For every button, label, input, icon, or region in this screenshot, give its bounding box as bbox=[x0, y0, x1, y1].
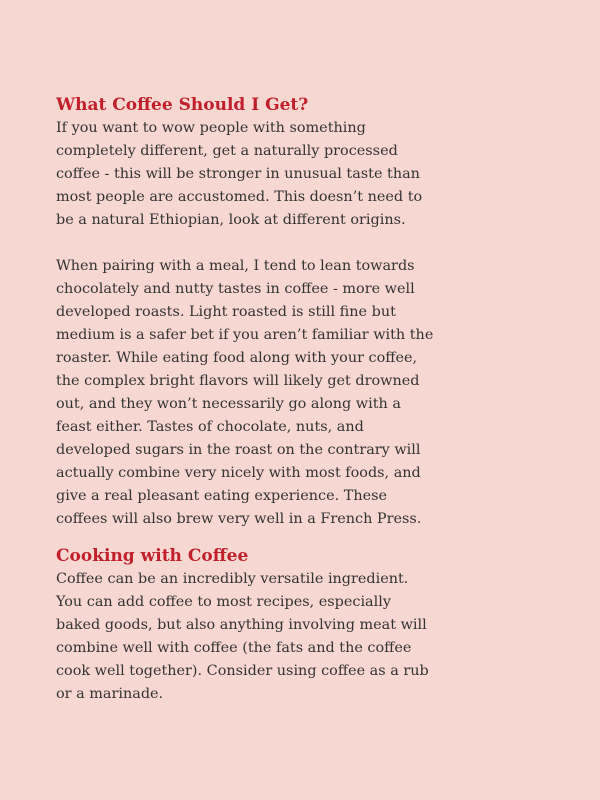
paragraph-spacer bbox=[56, 232, 436, 255]
paragraph: If you want to wow people with something completely different, get a naturally processed coffee - this will be stronger in unusual taste than most people are accustomed. This doesn’t need to be a natural Ethiopian, look at different origins. bbox=[56, 120, 423, 228]
section-what-coffee bbox=[56, 93, 436, 531]
paragraph: Coffee can be an incredibly versatile ingredient. You can add coffee to most recipes, especially baked goods, but also anything involving meat will combine well with coffee (the fats and the coffee cook well together). Consider using coffee as a rub or a marinade. bbox=[56, 571, 429, 702]
article-content bbox=[56, 93, 436, 706]
section-cooking-with-coffee bbox=[56, 544, 436, 706]
section-heading: Cooking with Coffee bbox=[56, 546, 249, 566]
paragraph: When pairing with a meal, I tend to lean towards chocolately and nutty tastes in coffee - more well developed roasts. Light roasted is still fine but medium is a safer bet if you aren’t familiar with the roaster. While eating food along with your coffee, the complex bright flavors will likely get drowned out, and they won’t necessarily go along with a feast either. Tastes of chocolate, nuts, and developed sugars in the roast on the contrary will actually combine very nicely with most foods, and give a real pleasant eating experience. These coffees will also brew very well in a French Press. bbox=[56, 258, 434, 527]
section-spacer bbox=[56, 531, 436, 544]
section-heading: What Coffee Should I Get? bbox=[56, 95, 309, 115]
